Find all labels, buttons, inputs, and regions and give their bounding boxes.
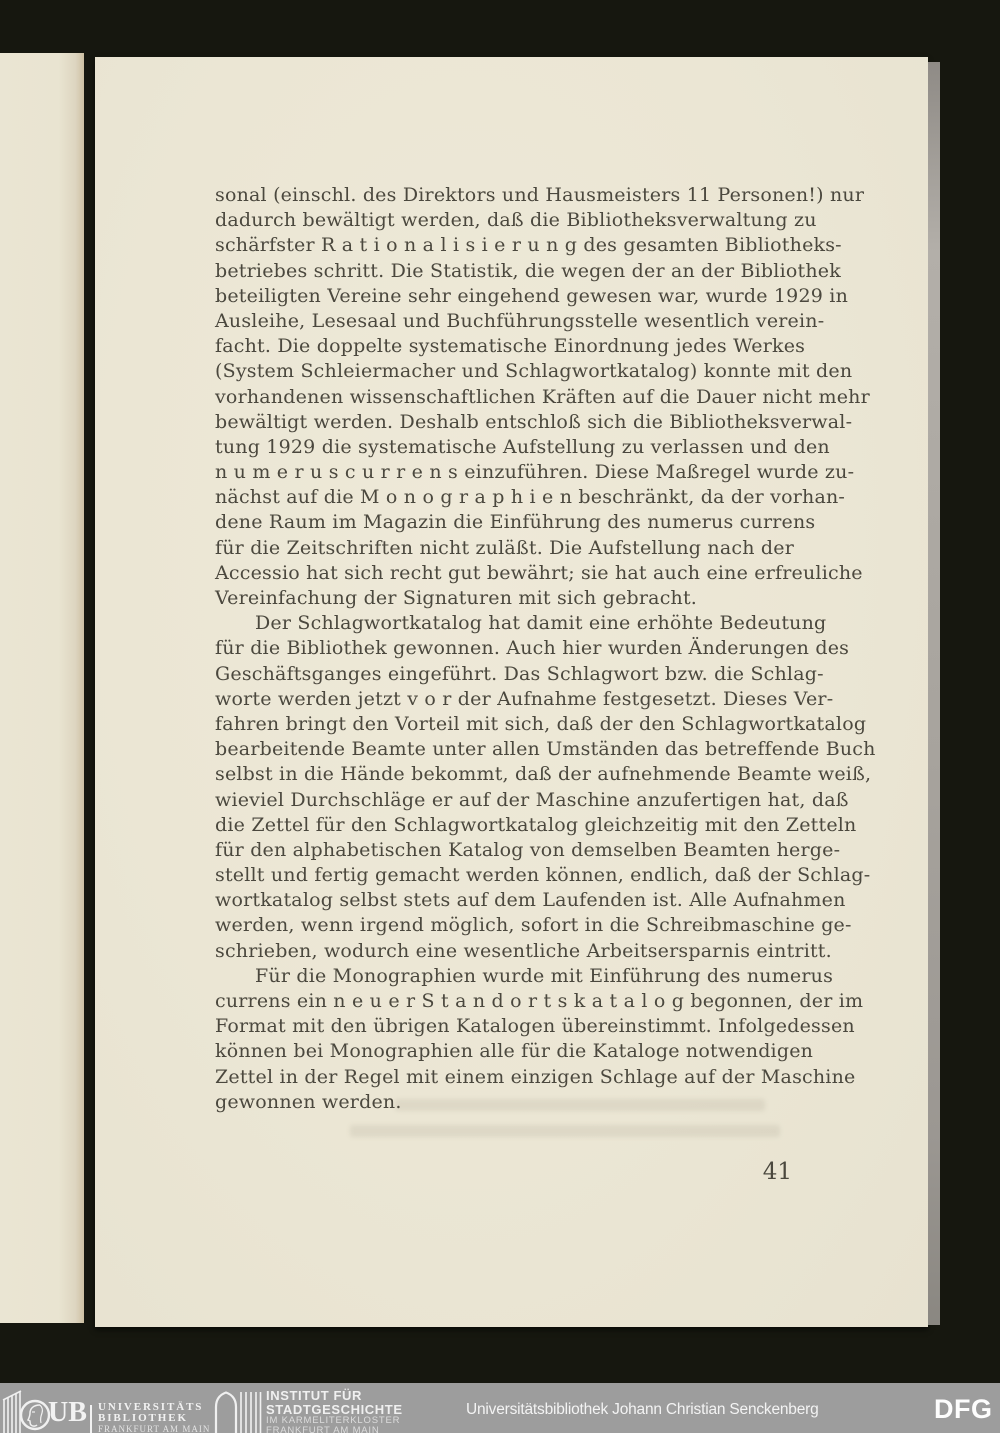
text-line: bearbeitende Beamte unter allen Umständen das betreffende Buch	[215, 738, 876, 761]
dfg-logo[interactable]: DFG	[934, 1394, 993, 1424]
isg-logo-text	[266, 1389, 403, 1433]
text-line: Geschäftsganges eingeführt. Das Schlagwort bzw. die Schlag-	[215, 662, 824, 685]
text-line: für den alphabetischen Katalog von demselben Beamten herge-	[215, 838, 841, 861]
isg-line-4: FRANKFURT AM MAIN	[266, 1425, 380, 1433]
text-line: stellt und fertig gemacht werden können, endlich, daß der Schlag-	[215, 864, 871, 887]
text-line: können bei Monographien alle für die Kataloge notwendigen	[215, 1040, 814, 1063]
text-line: (System Schleiermacher und Schlagwortkatalog) konnte mit den	[215, 360, 853, 383]
ub-logo-text	[98, 1402, 210, 1433]
text-line: Für die Monographien wurde mit Einführung des numerus	[255, 964, 834, 987]
text-line: betriebes schritt. Die Statistik, die wegen der an der Bibliothek	[215, 259, 841, 282]
ub-line-2: BIBLIOTHEK	[98, 1412, 188, 1424]
text-line: currens ein n e u e r S t a n d o r t s k a t a l o g begonnen, der im	[215, 990, 864, 1012]
text-line: wieviel Durchschläge er auf der Maschine anzufertigen hat, daß	[215, 788, 849, 811]
text-line: Vereinfachung der Signaturen mit sich gebracht.	[215, 587, 698, 609]
text-line: n u m e r u s c u r r e n s einzuführen. Diese Maßregel wurde zu-	[215, 461, 855, 484]
text-line: vorhandenen wissenschaftlichen Kräften auf die Dauer nicht mehr	[215, 385, 870, 408]
text-line: bewältigt werden. Deshalb entschloß sich die Bibliotheksverwal-	[215, 410, 853, 433]
text-line: Ausleihe, Lesesaal und Buchführungsstelle wesentlich verein-	[215, 309, 825, 332]
text-line: für die Zeitschriften nicht zuläßt. Die Aufstellung nach der	[215, 536, 794, 559]
text-line: facht. Die doppelte systematische Einordnung jedes Werkes	[215, 335, 806, 358]
isg-line-1: INSTITUT FÜR	[266, 1388, 363, 1403]
text-line: gewonnen werden.	[215, 1090, 402, 1113]
footer-bar	[0, 1383, 1000, 1433]
ink-bleed-through	[350, 1125, 780, 1137]
text-line: worte werden jetzt v o r der Aufnahme festgesetzt. Dieses Ver-	[215, 687, 834, 710]
ub-wordmark: UB	[48, 1397, 87, 1428]
text-line: fahren bringt den Vorteil mit sich, daß der den Schlagwortkatalog	[215, 712, 867, 735]
text-line: die Zettel für den Schlagwortkatalog gleichzeitig mit den Zetteln	[215, 813, 857, 836]
isg-line-3: IM KARMELITERKLOSTER	[266, 1415, 401, 1426]
library-name: Universitätsbibliothek Johann Christian Senckenberg	[466, 1401, 819, 1418]
text-line: für die Bibliothek gewonnen. Auch hier wurden Änderungen des	[215, 637, 850, 660]
isg-line-2: STADTGESCHICHTE	[266, 1401, 403, 1417]
text-line: Zettel in der Regel mit einem einzigen Schlage auf der Maschine	[215, 1065, 856, 1088]
ub-line-3: FRANKFURT AM MAIN	[98, 1424, 211, 1433]
ub-separator	[90, 1405, 92, 1433]
text-line: wortkatalog selbst stets auf dem Laufenden ist. Alle Aufnahmen	[215, 889, 846, 912]
text-line: dadurch bewältigt werden, daß die Bibliotheksverwaltung zu	[215, 209, 817, 232]
previous-page-edge	[0, 53, 84, 1323]
page-edge-shadow	[928, 62, 940, 1325]
page-text	[215, 183, 876, 1115]
institut-stadtgeschichte-logo[interactable]	[213, 1383, 428, 1433]
ink-bleed-through	[395, 1099, 765, 1111]
book-page	[95, 57, 928, 1327]
text-line: dene Raum im Magazin die Einführung des numerus currens	[215, 511, 816, 534]
book-gutter	[84, 55, 95, 1323]
text-line: Accessio hat sich recht gut bewährt; sie hat auch eine erfreuliche	[215, 561, 863, 584]
text-line: tung 1929 die systematische Aufstellung zu verlassen und den	[215, 435, 830, 458]
text-line: nächst auf die M o n o g r a p h i e n beschränkt, da der vorhan-	[215, 486, 846, 509]
text-line: Format mit den übrigen Katalogen übereinstimmt. Infolgedessen	[215, 1015, 855, 1038]
text-line: schärfster R a t i o n a l i s i e r u n g des gesamten Bibliotheks-	[215, 234, 842, 257]
cloister-arch-icon	[214, 1390, 262, 1433]
text-line: sonal (einschl. des Direktors und Hausmeisters 11 Personen!) nur	[215, 184, 865, 206]
ub-logo[interactable]	[0, 1383, 210, 1433]
text-line: werden, wenn irgend möglich, sofort in die Schreibmaschine ge-	[215, 914, 852, 937]
text-line: beteiligten Vereine sehr eingehend gewesen war, wurde 1929 in	[215, 284, 849, 307]
text-line: Der Schlagwortkatalog hat damit eine erhöhte Bedeutung	[255, 612, 827, 635]
page-number: 41	[762, 1159, 792, 1185]
goethe-portrait-icon	[19, 1399, 51, 1433]
ub-line-1: UNIVERSITÄTS	[98, 1401, 204, 1413]
text-line: selbst in die Hände bekommt, daß der aufnehmende Beamte weiß,	[215, 763, 872, 786]
text-line: schrieben, wodurch eine wesentliche Arbeitsersparnis eintritt.	[215, 939, 832, 962]
